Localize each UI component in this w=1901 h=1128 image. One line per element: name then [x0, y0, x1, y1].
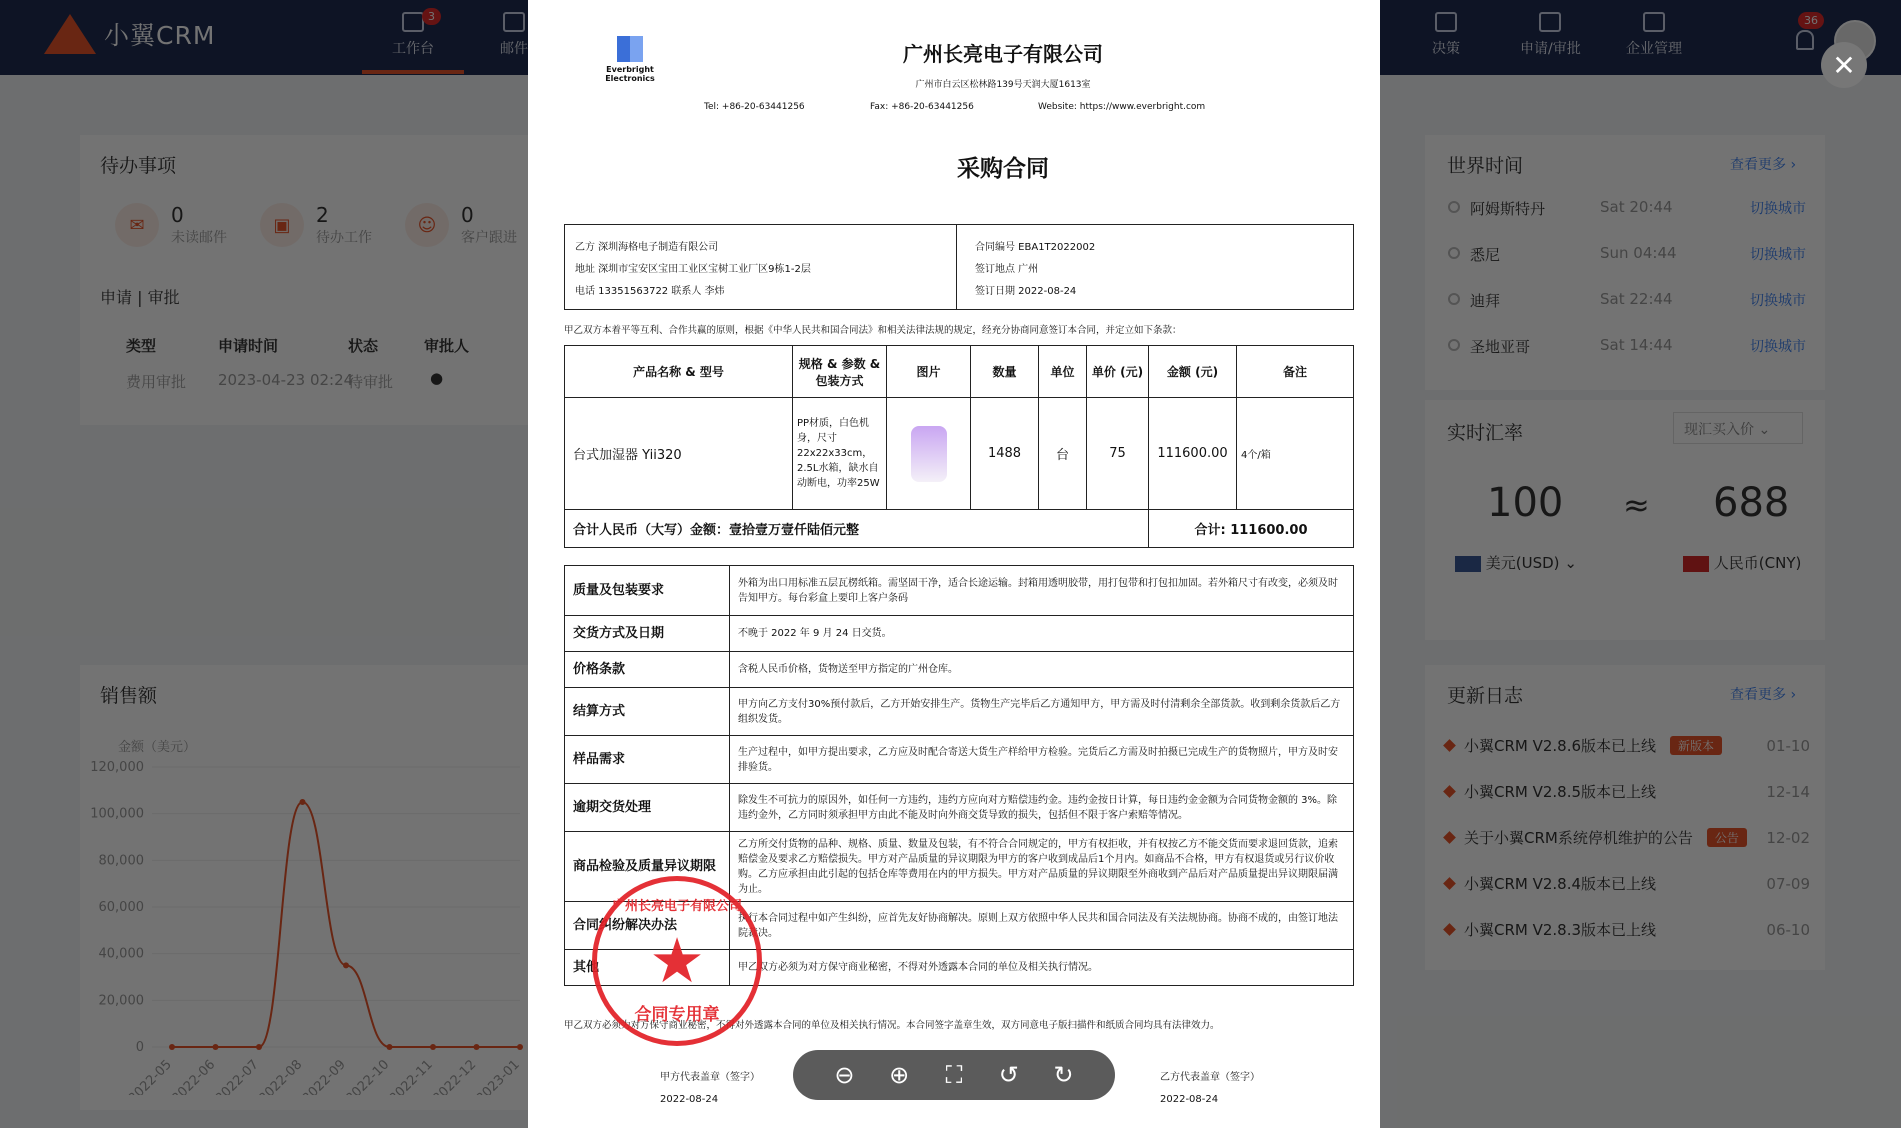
close-preview-button[interactable]: [1821, 42, 1867, 88]
th-price: 单价 (元): [1087, 346, 1149, 398]
preview-toolbar: [793, 1050, 1115, 1100]
stamp-top-text: 广州长亮电子有限公司: [611, 899, 742, 914]
term-key: 合同纠纷解决办法: [565, 902, 730, 950]
total-amount: 合计: 111600.00: [1149, 510, 1354, 548]
term-key: 其他: [565, 950, 730, 986]
doc-company-name: 广州长亮电子有限公司: [903, 42, 1103, 66]
th-product: 产品名称 & 型号: [565, 346, 793, 398]
company-seal-stamp: [592, 876, 762, 1046]
party-info-table: [564, 224, 1354, 310]
sign-party-b: 乙方代表盖章（签字）: [1160, 1072, 1260, 1083]
party-b-address: 地址 深圳市宝安区宝田工业区宝树工业厂区9栋1-2层: [575, 264, 811, 275]
th-unit: 单位: [1039, 346, 1087, 398]
th-note: 备注: [1237, 346, 1354, 398]
item-price: 75: [1087, 398, 1149, 510]
term-value: 除发生不可抗力的原因外，如任何一方违约，违约方应向对方赔偿违约金。违约金按日计算，每日违约金金额为合同货物金额的 3%。除违约金外，乙方同时须承担甲方由此不能及时向外商交货导致的损失，包括但不限于客户索赔等情况。: [730, 784, 1354, 832]
doc-fax: Fax: +86-20-63441256: [870, 102, 974, 112]
zoom-out-icon[interactable]: ⊖: [834, 1061, 855, 1089]
fullscreen-icon[interactable]: ⛶: [945, 1061, 963, 1089]
term-value: 执行本合同过程中如产生纠纷，应首先友好协商解决。原则上双方依照中华人民共和国合同法及有关法规协商。协商不成的，由签订地法院裁决。: [730, 902, 1354, 950]
company-logo: [602, 36, 658, 83]
th-qty: 数量: [971, 346, 1039, 398]
product-table: [564, 345, 1354, 548]
th-image: 图片: [887, 346, 971, 398]
th-amount: 金额 (元): [1149, 346, 1237, 398]
term-key: 价格条款: [565, 652, 730, 688]
humidifier-image: [911, 426, 947, 482]
logo-text: Everbright Electronics: [605, 65, 655, 83]
item-unit: 台: [1039, 398, 1087, 510]
sign-place: 签订地点 广州: [975, 264, 1039, 275]
term-key: 样品需求: [565, 736, 730, 784]
term-value: 不晚于 2022 年 9 月 24 日交货。: [730, 616, 1354, 652]
sign-date: 签订日期 2022-08-24: [975, 286, 1077, 297]
rotate-right-icon[interactable]: ↻: [1053, 1061, 1074, 1089]
total-in-words: 合计人民币（大写）金额：壹拾壹万壹仟陆佰元整: [565, 510, 1149, 548]
item-spec: PP材质，白色机身，尺寸22x22x33cm，2.5L水箱，缺水自动断电，功率25W: [793, 398, 887, 510]
term-value: 外箱为出口用标准五层瓦楞纸箱。需坚固干净，适合长途运输。封箱用透明胶带，用打包带和打包扣加固。若外箱尺寸有改变，必须及时告知甲方。每台彩盒上要印上客户条码: [730, 566, 1354, 616]
term-value: 甲方向乙方支付30%预付款后，乙方开始安排生产。货物生产完毕后乙方通知甲方，甲方需及时付清剩余全部货款。收到剩余货款后乙方组织发货。: [730, 688, 1354, 736]
term-value: 生产过程中，如甲方提出要求，乙方应及时配合寄送大货生产样给甲方检验。完货后乙方需及时拍摄已完成生产的货物照片，甲方及时安排验货。: [730, 736, 1354, 784]
sign-date-a: 2022-08-24: [660, 1094, 719, 1105]
term-value: 甲乙双方必须为对方保守商业秘密，不得对外透露本合同的单位及相关执行情况。: [730, 950, 1354, 986]
item-image: [887, 398, 971, 510]
star-icon: ★: [649, 924, 705, 997]
logo-squares-icon: [617, 36, 643, 62]
stamp-bottom-text: 合同专用章: [634, 1005, 720, 1025]
item-qty: 1488: [971, 398, 1039, 510]
term-value: 乙方所交付货物的品种、规格、质量、数量及包装，有不符合合同规定的，甲方有权拒收，并有权按乙方不能交货而要求退回货款，追索赔偿金及要求乙方赔偿损失。甲方对产品质量的异议期限为甲方的客户收到成品后1个月内。如商品不合格，甲方有权退货或另行议价收购。乙方应承担由此引起的包括仓库等费用在内的甲方损失。甲方对产品质量的异议期限至外商收到产品后对产品质量提出异议期限届满为止。: [730, 832, 1354, 902]
term-value: 含税人民币价格，货物送至甲方指定的广州仓库。: [730, 652, 1354, 688]
term-key: 逾期交货处理: [565, 784, 730, 832]
contract-number: 合同编号 EBA1T2022002: [975, 242, 1096, 253]
sign-party-a: 甲方代表盖章（签字）: [660, 1072, 760, 1083]
doc-company-address: 广州市白云区松林路139号天润大厦1613室: [915, 80, 1091, 90]
th-spec: 规格 & 参数 & 包装方式: [793, 346, 887, 398]
close-icon: ✕: [1832, 48, 1856, 82]
term-key: 质量及包装要求: [565, 566, 730, 616]
doc-tel: Tel: +86-20-63441256: [704, 102, 805, 112]
item-name: 台式加湿器 Yii320: [565, 398, 793, 510]
term-key: 交货方式及日期: [565, 616, 730, 652]
rotate-left-icon[interactable]: ↺: [998, 1061, 1019, 1089]
item-amount: 111600.00: [1149, 398, 1237, 510]
zoom-in-icon[interactable]: ⊕: [889, 1061, 910, 1089]
doc-website: Website: https://www.everbright.com: [1038, 102, 1206, 112]
term-key: 商品检验及质量异议期限: [565, 832, 730, 902]
item-note: 4个/箱: [1237, 398, 1354, 510]
contract-intro: 甲乙双方本着平等互利、合作共赢的原则，根据《中华人民共和国合同法》和相关法律法规的规定，经充分协商同意签订本合同，并定立如下条款：: [564, 325, 1182, 336]
party-b-name: 乙方 深圳海格电子制造有限公司: [575, 242, 719, 253]
term-key: 结算方式: [565, 688, 730, 736]
doc-footer-note: 甲乙双方必须为对方保守商业秘密，不得对外透露本合同的单位及相关执行情况。本合同签字盖章生效，双方同意电子版扫描件和纸质合同均具有法律效力。: [564, 1020, 1220, 1031]
party-b-contact: 电话 13351563722 联系人 李炜: [575, 286, 725, 297]
doc-title: 采购合同: [957, 156, 1049, 182]
sign-date-b: 2022-08-24: [1160, 1094, 1219, 1105]
